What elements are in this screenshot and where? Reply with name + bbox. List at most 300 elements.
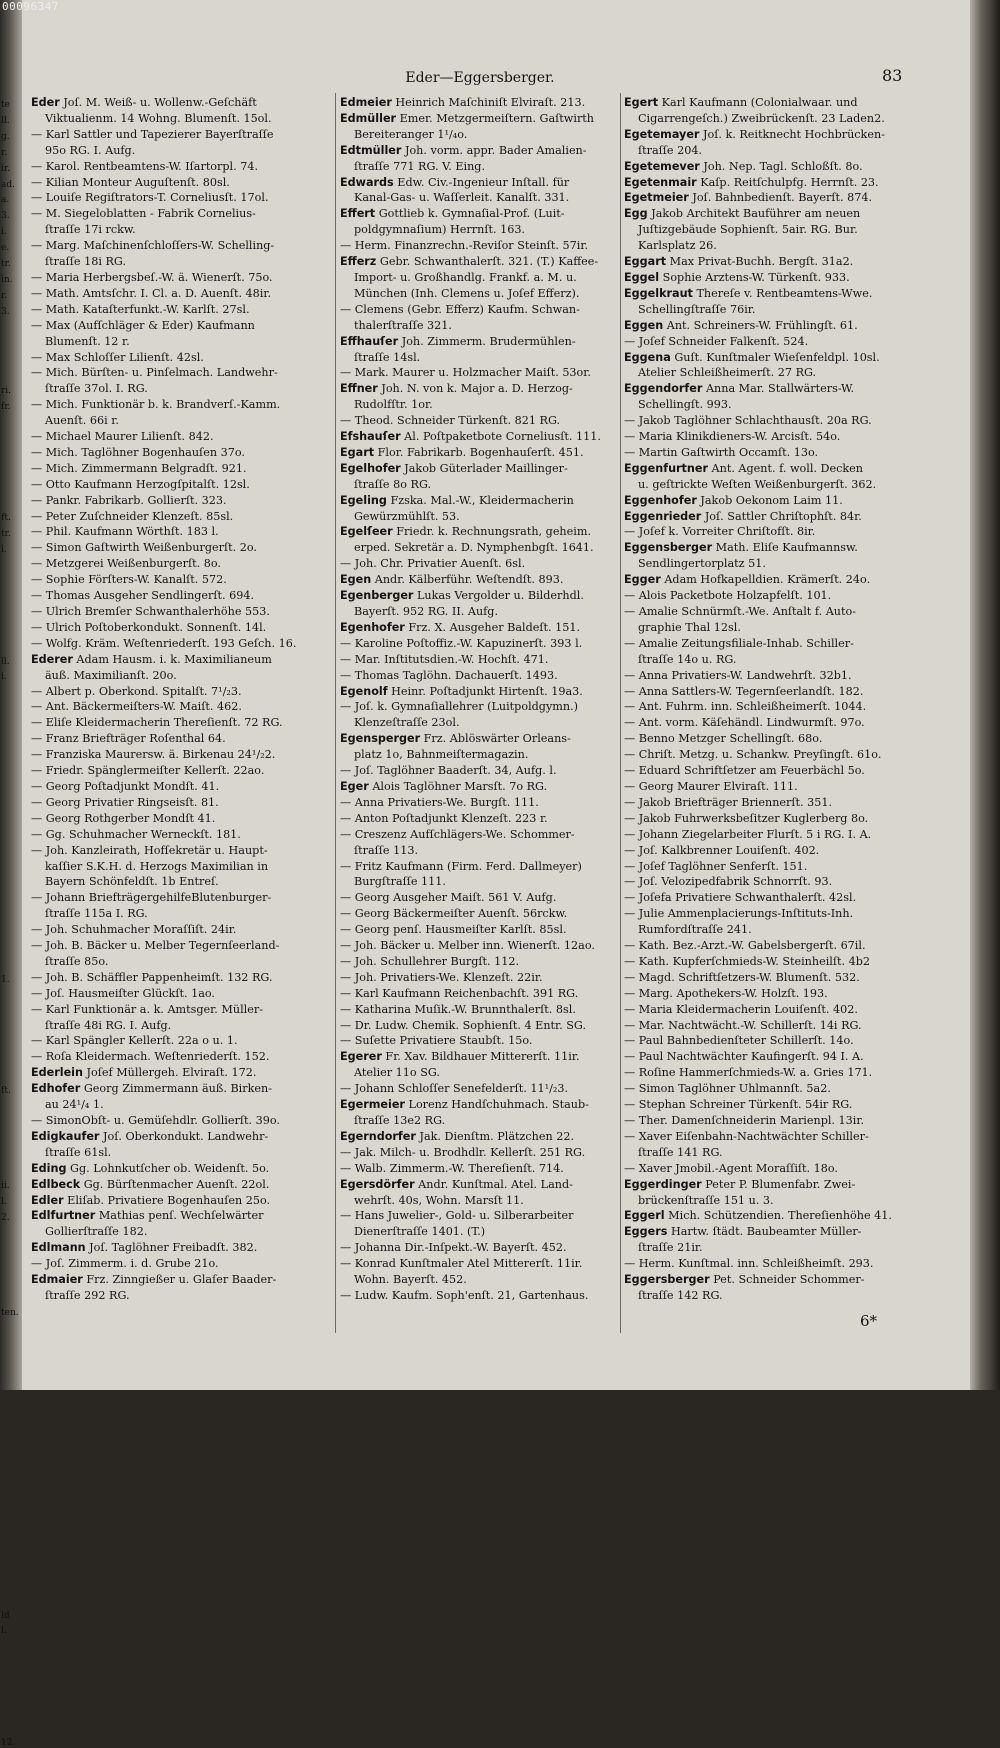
entry-text: ſtraſſe 204. (638, 143, 703, 157)
directory-entry-line (340, 572, 620, 588)
entry-text: Hartw. ſtädt. Baubeamter Müller- (667, 1225, 862, 1239)
directory-entry-line (340, 445, 620, 461)
entry-text: ſtraſſe 14sl. (354, 350, 421, 364)
surname: Egetenmair (624, 175, 697, 189)
entry-text: — Johann Ziegelarbeiter Flurſt. 5 i RG. I. A. (624, 827, 872, 841)
surname: Egenberger (340, 589, 414, 603)
directory-entry-line (340, 986, 620, 1002)
entry-text: — Joſ. k. Gymnaſiallehrer (Luitpoldgymn.) (340, 700, 579, 714)
entry-text: ſtraſſe 771 RG. V. Eing. (354, 159, 485, 173)
entry-text: Wohn. Bayerſt. 452. (354, 1273, 467, 1287)
directory-entry-line (340, 874, 620, 890)
directory-entry-line (340, 477, 620, 493)
entry-text: Cigarrengeſch.) Zweibrückenſt. 23 Laden2. (638, 111, 885, 125)
entry-text: — Alois Packetbote Holzapfelſt. 101. (624, 589, 832, 603)
directory-entry-line (624, 143, 914, 159)
directory-entry-line (340, 365, 620, 381)
entry-text: — Joſef Schneider Falkenſt. 524. (624, 334, 809, 348)
entry-text: — Anton Poſtadjunkt Klenzeſt. 223 r. (340, 811, 548, 825)
gutter-fragment: e. (1, 243, 10, 254)
entry-text: ſtraſſe 113. (354, 843, 419, 857)
surname: Eggenfurtner (624, 461, 708, 475)
directory-entry-line (31, 684, 331, 700)
entry-text: — M. Siegeloblatten - Fabrik Cornelius- (31, 207, 256, 221)
directory-entry-line (340, 811, 620, 827)
directory-entry-line (31, 1049, 331, 1065)
surname: Egert (624, 96, 659, 109)
entry-text: Joh. N. von k. Major a. D. Herzog- (377, 382, 573, 396)
entry-text: Karlsplatz 26. (638, 239, 717, 253)
directory-entry-line (340, 795, 620, 811)
directory-entry-line (340, 1256, 620, 1272)
entry-text: — Ulrich Bremſer Schwanthalerhöhe 553. (31, 605, 270, 618)
entry-text: — Franziska Maurersw. ä. Birkenau 24¹/₂2. (31, 748, 276, 762)
entry-text: Sophie Arztens-W. Türkenſt. 933. (659, 270, 850, 284)
entry-text: — Jakob Fuhrwerksbeſitzer Kuglerberg 8o. (624, 811, 869, 825)
directory-entry-line (624, 779, 914, 795)
directory-entry-line (624, 397, 914, 413)
gutter-fragment: ld (1, 1610, 10, 1621)
entry-text: — Hans Juwelier-, Gold- u. Silberarbeiter (340, 1209, 574, 1223)
surname: Egen (340, 573, 372, 587)
entry-text: Atelier 11o SG. (354, 1066, 440, 1080)
surname: Edmaier (31, 1273, 83, 1287)
entry-text: — Simon Gaſtwirth Weißenburgerſt. 2o. (31, 541, 257, 555)
surname: Edlbeck (31, 1177, 81, 1191)
directory-entry-line (31, 1224, 331, 1240)
directory-entry-line (340, 859, 620, 875)
entry-text: — Joſef Taglöhner Senferſt. 151. (624, 859, 808, 873)
gutter-fragment: ll. (1, 656, 10, 667)
surname: Eggen (624, 318, 664, 332)
gutter-fragment: g. (1, 131, 10, 142)
gutter-fragment: tr. (1, 529, 11, 540)
entry-text: Math. Eliſe Kaufmannsw. (712, 541, 858, 555)
directory-entry-line (340, 254, 620, 270)
entry-text: — Anna Privatiers-We. Burgſt. 111. (340, 795, 539, 809)
entry-text: — Kath. Bez.-Arzt.-W. Gabelsbergerſt. 67il. (624, 939, 866, 953)
entry-text: — Paul Bahnbedienſteter Schillerſt. 14o. (624, 1034, 854, 1048)
surname: Eggersberger (624, 1273, 710, 1287)
entry-text: — Karl Sattler und Tapezierer Bayerſtraſſe (31, 127, 274, 141)
entry-text: — Metzgerei Weißenburgerſt. 8o. (31, 557, 221, 571)
entry-text: — Georg Poſtadjunkt Mondſt. 41. (31, 779, 220, 793)
directory-entry-line (624, 684, 914, 700)
entry-text: u. geſtrickte Weſten Weißenburgerſt. 362. (638, 477, 877, 491)
directory-entry-line (340, 636, 620, 652)
entry-text: — Joh. Bäcker u. Melber inn. Wienerſt. 12ao. (340, 939, 595, 953)
directory-entry-line (31, 636, 331, 652)
entry-text: Gebr. Schwanthalerſt. 321. (T.) Kaffee- (376, 255, 599, 269)
entry-text: — Karoline Poſtoffiz.-W. Kapuzinerſt. 393 l. (340, 636, 583, 650)
entry-text: — Kilian Monteur Auguſtenſt. 80sl. (31, 175, 230, 189)
directory-entry-line (340, 95, 620, 111)
surname: Egelhofer (340, 461, 401, 475)
entry-text: — Ther. Damenſchneiderin Marienpl. 13ir. (624, 1114, 865, 1127)
directory-entry-line (340, 747, 620, 763)
directory-entry-line (31, 1177, 331, 1193)
directory-entry-line (31, 477, 331, 493)
directory-entry-line (340, 1002, 620, 1018)
directory-entry-line (31, 381, 331, 397)
entry-text: — Julie Ammenplacierungs-Inſtituts-Inh. (624, 907, 854, 921)
directory-entry-line (31, 1081, 331, 1097)
entry-text: Alois Taglöhner Marsſt. 7o RG. (368, 779, 548, 793)
directory-entry-line (624, 127, 914, 143)
surname: Effner (340, 382, 378, 396)
entry-text: — Magd. Schriftſetzers-W. Blumenſt. 532. (624, 970, 860, 984)
entry-text: — Mich. Zimmermann Belgradſt. 921. (31, 461, 247, 475)
entry-text: Lukas Vergolder u. Bilderhdl. (413, 589, 584, 603)
entry-text: — Mar. Nachtwächt.-W. Schillerſt. 14i RG. (624, 1018, 862, 1032)
directory-entry-line (31, 286, 331, 302)
entry-text: — Karl Spängler Kellerſt. 22a o u. 1. (31, 1034, 238, 1048)
entry-text: — Mich. Bürſten- u. Pinſelmach. Landwehr- (31, 366, 278, 380)
directory-entry-line (624, 1240, 914, 1256)
directory-entry-line (624, 1018, 914, 1034)
entry-text: Adam Hausm. i. k. Maximilianeum (72, 652, 272, 666)
entry-text: Gewürzmühlſt. 53. (354, 509, 460, 523)
gutter-fragment: i. (1, 227, 7, 238)
entry-text: ſtraſſe 8o RG. (354, 477, 432, 491)
directory-entry-line (340, 524, 620, 540)
directory-entry-line (31, 779, 331, 795)
entry-text: erped. Sekretär a. D. Nymphenbgſt. 1641. (354, 541, 594, 555)
directory-entry-line (31, 652, 331, 668)
directory-entry-line (624, 238, 914, 254)
gutter-fragment: r. (1, 147, 8, 158)
entry-text: — Joſef k. Vorreiter Chriſtofſt. 8ir. (624, 525, 816, 539)
entry-text: — Joh. Chr. Privatier Auenſt. 6sl. (340, 557, 526, 571)
directory-entry-line (31, 1193, 331, 1209)
directory-entry-line (340, 175, 620, 191)
surname: Edigkaufer (31, 1129, 100, 1143)
entry-text: ſtraſſe 142 RG. (638, 1288, 723, 1302)
directory-entry-line (340, 381, 620, 397)
entry-text: — Karl Funktionär a. k. Amtsger. Müller- (31, 1002, 263, 1016)
directory-entry-line (340, 970, 620, 986)
entry-text: — Fritz Kaufmann (Firm. Ferd. Dallmeyer) (340, 859, 582, 873)
directory-entry-line (340, 159, 620, 175)
directory-entry-line (340, 1097, 620, 1113)
directory-entry-line (624, 477, 914, 493)
directory-entry-line (31, 95, 331, 111)
entry-text: — Marg. Maſchinenſchloſſers-W. Schelling- (31, 239, 275, 253)
entry-text: — Amalie Schnürmſt.-We. Anſtalt f. Auto- (624, 605, 856, 618)
entry-text: — Wolfg. Kräm. Weſtenriederſt. 193 Geſch. 16. (31, 636, 297, 650)
gutter-fragment: te (1, 100, 10, 110)
entry-text: Lorenz Handſchuhmach. Staub- (404, 1098, 589, 1112)
directory-entry-line (31, 620, 331, 636)
directory-entry-line (31, 1002, 331, 1018)
surname: Ederlein (31, 1066, 83, 1080)
entry-text: — Joh. Schullehrer Burgſt. 112. (340, 954, 520, 968)
entry-text: ſtraſſe 17i rckw. (45, 223, 136, 237)
entry-text: — Joh. B. Schäffler Pappenheimſt. 132 RG. (31, 970, 273, 984)
gutter-fragment: in. (1, 274, 13, 285)
entry-text: — Franz Briefträger Roſenthal 64. (31, 732, 226, 746)
directory-entry-line (340, 270, 620, 286)
surname: Egger (624, 573, 661, 587)
column-1 (31, 95, 331, 1304)
directory-entry-line (340, 588, 620, 604)
entry-text: Burgſtraſſe 111. (354, 875, 446, 889)
directory-entry-line (624, 954, 914, 970)
entry-text: Viktualienm. 14 Wohng. Blumenſt. 15ol. (45, 111, 272, 125)
entry-text: — Creszenz Aufſchlägers-We. Schommer- (340, 827, 575, 841)
directory-entry-line (340, 1240, 620, 1256)
gutter-fragment: ir. (1, 163, 11, 174)
entry-text: ſtraſſe 48i RG. I. Aufg. (45, 1018, 172, 1032)
entry-text: Flor. Fabrikarb. Bogenhauſerſt. 451. (374, 445, 584, 459)
surname: Egetemever (624, 159, 700, 173)
directory-entry-line (624, 890, 914, 906)
surname: Edler (31, 1193, 64, 1207)
directory-entry-line (340, 206, 620, 222)
directory-entry-line (31, 699, 331, 715)
entry-text: — Joſ. Hausmeiſter Glückſt. 1ao. (31, 986, 215, 1000)
entry-text: — Maria Kleidermacherin Louiſenſt. 402. (624, 1002, 858, 1016)
page-edge (970, 0, 1000, 1390)
entry-text: — Walb. Zimmerm.-W. Thereſienſt. 714. (340, 1161, 564, 1175)
directory-entry-line (340, 238, 620, 254)
entry-text: Bayern Schönfeldſt. 1b Entreſ. (45, 875, 219, 889)
entry-text: — Ant. Bäckermeiſters-W. Maiſt. 462. (31, 700, 242, 714)
surname: Edmeier (340, 96, 392, 109)
directory-entry-line (31, 1097, 331, 1113)
entry-text: Atelier Schleißheimerſt. 27 RG. (638, 366, 817, 380)
entry-text: Pet. Schneider Schommer- (709, 1273, 865, 1287)
column-3 (624, 95, 914, 1304)
surname: Eggers (624, 1225, 668, 1239)
directory-entry-line (340, 604, 620, 620)
entry-text: — Math. Kataſterfunkt.-W. Karlſt. 27sl. (31, 302, 250, 316)
directory-entry-line (624, 318, 914, 334)
entry-text: au 24¹/₄ 1. (45, 1098, 104, 1112)
entry-text: — Ant. vorm. Käſehändl. Lindwurmſt. 97o. (624, 716, 865, 730)
directory-entry-line (624, 1256, 914, 1272)
directory-entry-line (624, 1002, 914, 1018)
directory-entry-line (340, 763, 620, 779)
surname: Egerer (340, 1050, 382, 1064)
entry-text: ſtraſſe 21ir. (638, 1241, 703, 1255)
directory-entry-line (31, 493, 331, 509)
directory-entry-line (340, 461, 620, 477)
entry-text: ſtraſſe 115a I. RG. (45, 907, 148, 921)
entry-text: — Ant. Fuhrm. inn. Schleißheimerſt. 1044. (624, 700, 867, 714)
gutter-fragment: ri. (1, 386, 12, 397)
entry-text: — Ludw. Kaufm. Soph'enſt. 21, Gartenhaus. (340, 1288, 589, 1302)
directory-entry-line (31, 302, 331, 318)
entry-text: Schellingſtraſſe 76ir. (638, 302, 756, 316)
entry-text: — Georg Rothgerber Mondſt 41. (31, 811, 216, 825)
directory-entry-line (624, 429, 914, 445)
entry-text: — Georg Bäckermeiſter Auenſt. 56rckw. (340, 907, 568, 921)
directory-entry-line (340, 318, 620, 334)
entry-text: — Friedr. Spänglermeiſter Kellerſt. 22ao. (31, 764, 265, 778)
entry-text: Frz. Zinngießer u. Glaſer Baader- (82, 1273, 277, 1287)
directory-entry-line (624, 668, 914, 684)
entry-text: Import- u. Großhandlg. Frankf. a. M. u. (354, 270, 577, 284)
directory-entry-line (340, 127, 620, 143)
entry-text: — Martin Gaſtwirth Occamſt. 13o. (624, 445, 819, 459)
directory-entry-line (31, 1272, 331, 1288)
directory-entry-line (624, 365, 914, 381)
directory-entry-line (31, 159, 331, 175)
entry-text: — Pankr. Fabrikarb. Gollierſt. 323. (31, 493, 227, 507)
entry-text: graphie Thal 12sl. (638, 620, 741, 634)
entry-text: Joh. Nep. Tagl. Schloßſt. 8o. (699, 159, 863, 173)
entry-text: — Herm. Kunſtmal. inn. Schleißheimſt. 293. (624, 1257, 874, 1271)
entry-text: 95o RG. I. Aufg. (45, 143, 136, 157)
directory-entry-line (31, 175, 331, 191)
directory-entry-line (31, 413, 331, 429)
directory-entry-line (31, 206, 331, 222)
directory-entry-line (624, 715, 914, 731)
directory-entry-line (31, 954, 331, 970)
directory-entry-line (31, 859, 331, 875)
directory-entry-line (340, 334, 620, 350)
directory-entry-line (624, 509, 914, 525)
gutter-fragment: 2. (1, 1213, 10, 1223)
directory-entry-line (340, 684, 620, 700)
entry-text: — Max Schloſſer Lilienſt. 42sl. (31, 350, 204, 364)
entry-text: Jakob Architekt Bauführer am neuen (647, 207, 861, 221)
gutter-fragment: 3. (1, 211, 10, 222)
entry-text: Jakob Güterlader Maillinger- (400, 461, 568, 475)
entry-text: wehrſt. 40s, Wohn. Marsſt 11. (354, 1193, 524, 1207)
entry-text: — Georg Maurer Elviraſt. 111. (624, 779, 798, 793)
directory-entry-line (31, 795, 331, 811)
directory-entry-line (340, 1113, 620, 1129)
surname: Ederer (31, 652, 73, 666)
entry-text: — Otto Kaufmann Herzogſpitalſt. 12sl. (31, 477, 250, 491)
entry-text: — Thomas Ausgeher Sendlingerſt. 694. (31, 589, 255, 603)
entry-text: — Mich. Funktionär b. k. Brandverſ.-Kamm. (31, 398, 281, 412)
directory-entry-line (31, 190, 331, 206)
directory-entry-line (340, 1161, 620, 1177)
directory-entry-line (340, 302, 620, 318)
entry-text: — Konrad Kunſtmaler Atel Mittererſt. 11ir. (340, 1257, 583, 1271)
directory-entry-line (340, 143, 620, 159)
entry-text: ſtraſſe 292 RG. (45, 1288, 130, 1302)
entry-text: — Dr. Ludw. Chemik. Sophienſt. 4 Entr. SG. (340, 1018, 587, 1032)
surname: Efferz (340, 255, 377, 269)
gutter-fragment: i. (1, 545, 7, 556)
entry-text: — Phil. Kaufmann Wörthſt. 183 l. (31, 525, 219, 539)
directory-entry-line (624, 922, 914, 938)
directory-entry-line (31, 1033, 331, 1049)
entry-text: — Johanna Dir.-Inſpekt.-W. Bayerſt. 452. (340, 1241, 567, 1255)
entry-text: — Gg. Schuhmacher Werneckſt. 181. (31, 827, 241, 841)
directory-entry-line (31, 874, 331, 890)
directory-entry-line (340, 827, 620, 843)
entry-text: — Thomas Taglöhn. Dachauerſt. 1493. (340, 668, 558, 682)
directory-entry-line (624, 1208, 914, 1224)
directory-entry-line (31, 1288, 331, 1304)
directory-entry-line (624, 302, 914, 318)
entry-text: — Roſine Hammerſchmieds-W. a. Gries 171. (624, 1066, 873, 1080)
directory-entry-line (31, 127, 331, 143)
entry-text: — Karol. Rentbeamtens-W. Iſartorpl. 74. (31, 159, 259, 173)
gutter-fragment: ft. (1, 513, 11, 524)
entry-text: — Joſ. Zimmerm. i. d. Grube 21o. (31, 1257, 219, 1271)
running-head: Eder—Eggersberger. (405, 70, 555, 86)
directory-entry-line (340, 493, 620, 509)
directory-entry-line (624, 1224, 914, 1240)
entry-text: Schellingſt. 993. (638, 398, 732, 412)
directory-entry-line (624, 1177, 914, 1193)
directory-entry-line (31, 350, 331, 366)
directory-entry-line (624, 1129, 914, 1145)
directory-entry-line (31, 938, 331, 954)
directory-entry-line (31, 556, 331, 572)
entry-text: Fr. Xav. Bildhauer Mittererſt. 11ir. (381, 1050, 580, 1064)
surname: Edwards (340, 175, 394, 189)
entry-text: — Ulrich Poſtoberkondukt. Sonnenſt. 14l. (31, 620, 267, 634)
directory-entry-line (340, 1288, 620, 1304)
entry-text: Karl Kaufmann (Colonialwaar. und (658, 96, 858, 109)
directory-entry-line (340, 1145, 620, 1161)
entry-text: — Benno Metzger Schellingſt. 68o. (624, 732, 823, 746)
gutter-fragment: ft. (1, 1085, 11, 1096)
entry-text: — Michael Maurer Lilienſt. 842. (31, 430, 214, 444)
entry-text: — Roſa Kleidermach. Weſtenriederſt. 152. (31, 1050, 270, 1064)
directory-entry-line (624, 1097, 914, 1113)
directory-entry-line (624, 175, 914, 191)
entry-text: — Eliſe Kleidermacherin Thereſienſt. 72 RG. (31, 716, 283, 730)
directory-entry-line (624, 524, 914, 540)
directory-entry-line (624, 461, 914, 477)
directory-entry-line (340, 350, 620, 366)
directory-entry-line (340, 286, 620, 302)
entry-text: Emer. Metzgermeiſtern. Gaſtwirth (396, 111, 595, 125)
entry-text: — Eduard Schriftſetzer am Feuerbächl 5o. (624, 764, 865, 778)
surname: Eggensberger (624, 541, 713, 555)
surname: Edhofer (31, 1082, 81, 1096)
footer-mark: 6* (860, 1312, 878, 1330)
directory-entry-line (31, 524, 331, 540)
directory-entry-line (340, 222, 620, 238)
directory-entry-line (624, 95, 914, 111)
entry-text: Friedr. k. Rechnungsrath, geheim. (392, 525, 592, 539)
directory-entry-line (340, 1177, 620, 1193)
directory-entry-line (624, 540, 914, 556)
directory-entry-line (624, 731, 914, 747)
directory-entry-line (340, 954, 620, 970)
entry-text: Dienerſtraſſe 1401. (T.) (354, 1225, 486, 1239)
entry-text: — Kath. Kupferſchmieds-W. Steinheilſt. 4b2 (624, 954, 871, 968)
entry-text: Guſt. Kunſtmaler Wieſenfeldpl. 10sl. (670, 350, 880, 364)
directory-entry-line (31, 811, 331, 827)
directory-entry-line (31, 1018, 331, 1034)
gutter-fragment: l. (1, 1197, 7, 1208)
entry-text: Adam Hofkapelldien. Krämerſt. 24o. (660, 573, 871, 587)
directory-entry-line (31, 270, 331, 286)
directory-entry-line (340, 668, 620, 684)
entry-text: — Georg Ausgeher Maiſt. 561 V. Aufg. (340, 891, 557, 905)
entry-text: kaſſier S.K.H. d. Herzogs Maximilian in (45, 859, 269, 873)
directory-entry-line (340, 1224, 620, 1240)
entry-text: Joſ. M. Weiß- u. Wollenw.-Geſchäft (59, 96, 257, 109)
directory-entry-line (340, 413, 620, 429)
directory-entry-line (624, 636, 914, 652)
entry-text: — Joſ. Velozipedfabrik Schnorrſt. 93. (624, 875, 833, 889)
directory-entry-line (340, 843, 620, 859)
entry-text: — Mar. Inſtitutsdien.-W. Hochſt. 471. (340, 652, 549, 666)
gutter-fragment: ll. (1, 115, 10, 126)
entry-text: — Joh. Schuhmacher Moraſſiſt. 24ir. (31, 923, 237, 937)
